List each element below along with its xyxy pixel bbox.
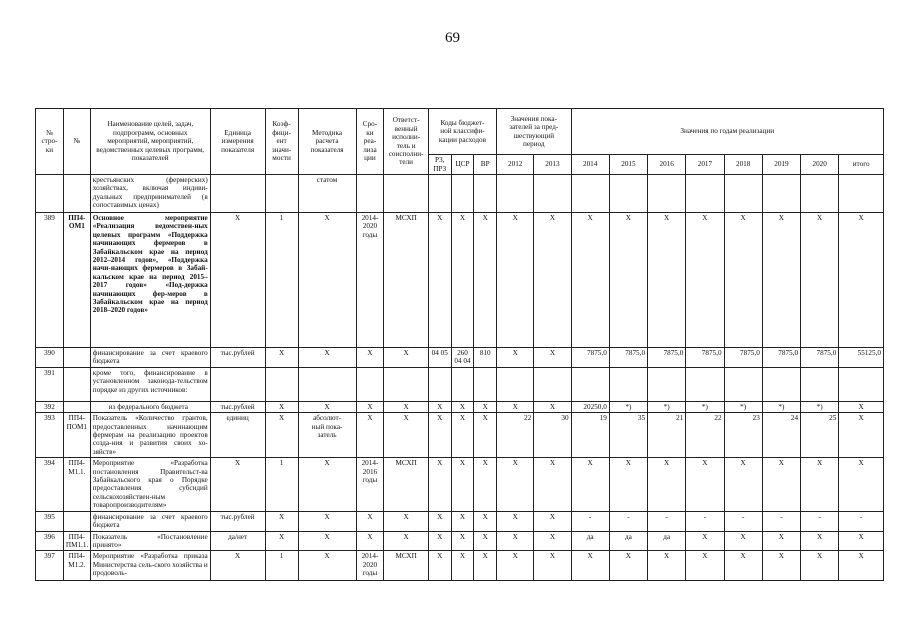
code-cell: ПП4-ОМ1 bbox=[63, 213, 90, 348]
vr-cell: X bbox=[474, 413, 497, 458]
year-value-cell: 23 bbox=[724, 413, 762, 458]
vr-cell: X bbox=[474, 213, 497, 348]
year-value-cell: X bbox=[609, 551, 647, 581]
year-value-cell: - bbox=[571, 511, 609, 531]
header-year: 2018 bbox=[724, 155, 762, 175]
csr-cell: X bbox=[451, 531, 474, 551]
method-cell: абсолют- ный пока- затель bbox=[298, 413, 356, 458]
row-number-cell: 391 bbox=[36, 367, 64, 401]
vr-cell bbox=[474, 367, 497, 401]
csr-cell: X bbox=[451, 401, 474, 412]
table-row bbox=[36, 551, 884, 581]
year-value-cell: *) bbox=[686, 401, 724, 412]
vr-cell: X bbox=[474, 458, 497, 511]
year-value-cell: X bbox=[534, 213, 571, 348]
year-value-cell: *) bbox=[801, 401, 839, 412]
rz-cell: X bbox=[428, 213, 451, 348]
period-cell: X bbox=[356, 413, 384, 458]
year-value-cell: 22 bbox=[497, 413, 534, 458]
year-value-cell: X bbox=[534, 551, 571, 581]
year-value-cell: X bbox=[686, 551, 724, 581]
header-number: № bbox=[63, 109, 90, 175]
row-number-cell: 397 bbox=[36, 551, 64, 581]
vr-cell: X bbox=[474, 511, 497, 531]
table-row bbox=[36, 401, 884, 412]
code-cell: ПП4- ПОМ1 bbox=[63, 413, 90, 458]
row-number-cell: 393 bbox=[36, 413, 64, 458]
vr-cell: 810 bbox=[474, 348, 497, 368]
period-cell bbox=[356, 367, 384, 401]
period-cell: X bbox=[356, 348, 384, 368]
responsible-cell: МСХП bbox=[384, 213, 428, 348]
total-value-cell: - bbox=[839, 511, 884, 531]
period-cell: 2014- 2020 годы bbox=[356, 551, 384, 581]
year-value-cell: X bbox=[609, 213, 647, 348]
method-cell: X bbox=[298, 531, 356, 551]
year-value-cell bbox=[571, 367, 609, 401]
year-value-cell: 35 bbox=[609, 413, 647, 458]
year-value-cell: X bbox=[648, 458, 686, 511]
year-value-cell: X bbox=[497, 551, 534, 581]
code-cell: ПП4- ПМ1.1. bbox=[63, 531, 90, 551]
year-value-cell bbox=[648, 175, 686, 213]
vr-cell: X bbox=[474, 551, 497, 581]
period-cell bbox=[356, 175, 384, 213]
year-value-cell: X bbox=[497, 348, 534, 368]
name-cell: финансирование за счет краевого бюджета bbox=[90, 348, 210, 368]
year-value-cell: X bbox=[724, 213, 762, 348]
year-value-cell: X bbox=[534, 458, 571, 511]
csr-cell: 260 04 04 bbox=[451, 348, 474, 368]
year-value-cell: X bbox=[571, 551, 609, 581]
responsible-cell: X bbox=[384, 348, 428, 368]
name-cell: кроме того, финансирование в установленном законода-тельством порядке из других источников: bbox=[90, 367, 210, 401]
year-value-cell: X bbox=[497, 401, 534, 412]
year-value-cell: 30 bbox=[534, 413, 571, 458]
header-year: 2012 bbox=[497, 155, 534, 175]
row-number-cell: 392 bbox=[36, 401, 64, 412]
unit-cell: тыс.рублей bbox=[210, 511, 265, 531]
year-value-cell: 20250,0 bbox=[571, 401, 609, 412]
year-value-cell: да bbox=[571, 531, 609, 551]
year-value-cell bbox=[609, 367, 647, 401]
csr-cell: X bbox=[451, 458, 474, 511]
year-value-cell: *) bbox=[609, 401, 647, 412]
unit-cell: X bbox=[210, 213, 265, 348]
header-year: 2014 bbox=[571, 155, 609, 175]
vr-cell bbox=[474, 175, 497, 213]
coefficient-cell: 1 bbox=[265, 551, 298, 581]
year-value-cell: *) bbox=[724, 401, 762, 412]
name-cell: финансирование за счет краевого бюджета bbox=[90, 511, 210, 531]
method-cell: статом bbox=[298, 175, 356, 213]
year-value-cell: X bbox=[724, 531, 762, 551]
vr-cell: X bbox=[474, 531, 497, 551]
name-cell: Мероприятие «Разработка постановления Правительст-ва Забайкальского края о Порядке предоставления субсидий сельскохозяйствен-ным товаропроизводителям» bbox=[90, 458, 210, 511]
csr-cell bbox=[451, 175, 474, 213]
table-row bbox=[36, 348, 884, 368]
coefficient-cell bbox=[265, 175, 298, 213]
table-row bbox=[36, 175, 884, 213]
year-value-cell: X bbox=[762, 551, 800, 581]
rz-cell: X bbox=[428, 458, 451, 511]
rz-cell: X bbox=[428, 413, 451, 458]
total-value-cell bbox=[839, 175, 884, 213]
csr-cell: X bbox=[451, 551, 474, 581]
year-value-cell bbox=[571, 175, 609, 213]
header-rz: РЗ, ПРЗ bbox=[428, 155, 451, 175]
year-value-cell: X bbox=[497, 213, 534, 348]
year-value-cell: 7875,0 bbox=[571, 348, 609, 368]
year-value-cell: 24 bbox=[762, 413, 800, 458]
year-value-cell: X bbox=[534, 401, 571, 412]
unit-cell: X bbox=[210, 458, 265, 511]
table-row bbox=[36, 367, 884, 401]
year-value-cell: 21 bbox=[648, 413, 686, 458]
year-value-cell bbox=[762, 175, 800, 213]
header-previous-values: Значения пока- зателей за пред- шествующий период bbox=[497, 109, 571, 155]
rz-cell bbox=[428, 175, 451, 213]
period-cell: 2014- 2016 годы bbox=[356, 458, 384, 511]
year-value-cell: 7875,0 bbox=[648, 348, 686, 368]
total-value-cell: 55125,0 bbox=[839, 348, 884, 368]
year-value-cell bbox=[762, 367, 800, 401]
year-value-cell: X bbox=[648, 213, 686, 348]
year-value-cell bbox=[497, 175, 534, 213]
header-csr: ЦСР bbox=[451, 155, 474, 175]
year-value-cell: X bbox=[686, 458, 724, 511]
total-value-cell: X bbox=[839, 413, 884, 458]
year-value-cell bbox=[801, 175, 839, 213]
total-value-cell: X bbox=[839, 551, 884, 581]
year-value-cell bbox=[534, 367, 571, 401]
header-vr: ВР bbox=[474, 155, 497, 175]
method-cell: X bbox=[298, 348, 356, 368]
header-year-values: Значения по годам реализации bbox=[571, 109, 883, 155]
year-value-cell: X bbox=[497, 458, 534, 511]
row-number-cell: 390 bbox=[36, 348, 64, 368]
year-value-cell: - bbox=[609, 511, 647, 531]
coefficient-cell: X bbox=[265, 531, 298, 551]
name-cell: Мероприятие «Разработка приказа Министерства сель-ского хозяйства и продоволь- bbox=[90, 551, 210, 581]
year-value-cell bbox=[686, 367, 724, 401]
name-cell: Основное мероприятие «Реализация ведомствен-ных целевых программ «Поддержка начинающих фермеров в Забайкальском крае на период 2012–2014 годов», «Поддержка начи-нающих фермеров в Забай-кальском крае на период 2015–2017 годов» «Под-держка начинающих фер-меров в Забайкальском крае на период 2018–2020 годов» bbox=[90, 213, 210, 348]
table-row bbox=[36, 531, 884, 551]
code-cell bbox=[63, 175, 90, 213]
year-value-cell: X bbox=[801, 531, 839, 551]
year-value-cell: 7875,0 bbox=[724, 348, 762, 368]
header-year: 2020 bbox=[801, 155, 839, 175]
rz-cell: 04 05 bbox=[428, 348, 451, 368]
name-cell: крестьянских (фермерских) хозяйствах, включая индиви-дуальных предпринимателей (в сопоставимых ценах) bbox=[90, 175, 210, 213]
year-value-cell: X bbox=[534, 348, 571, 368]
header-budget-codes: Коды бюджет- ной классифи- кации расходов bbox=[428, 109, 496, 155]
unit-cell bbox=[210, 367, 265, 401]
name-cell: Показатель «Количество грантов, предоставленных начинающим фермерам на реализацию проектов созда-ния и развития своих хо-зяйств» bbox=[90, 413, 210, 458]
code-cell bbox=[63, 511, 90, 531]
total-value-cell: X bbox=[839, 213, 884, 348]
unit-cell bbox=[210, 175, 265, 213]
year-value-cell: X bbox=[571, 213, 609, 348]
year-value-cell: X bbox=[534, 511, 571, 531]
year-value-cell bbox=[686, 175, 724, 213]
year-value-cell bbox=[648, 367, 686, 401]
year-value-cell: 7875,0 bbox=[801, 348, 839, 368]
method-cell: X bbox=[298, 458, 356, 511]
year-value-cell: - bbox=[801, 511, 839, 531]
period-cell: X bbox=[356, 511, 384, 531]
total-value-cell bbox=[839, 367, 884, 401]
row-number-cell bbox=[36, 175, 64, 213]
csr-cell bbox=[451, 367, 474, 401]
row-number-cell: 396 bbox=[36, 531, 64, 551]
header-name: Наименование целей, задач, подпрограмм, основных мероприятий, мероприятий, ведомственных целевых программ, показателей bbox=[90, 109, 210, 175]
unit-cell: единиц bbox=[210, 413, 265, 458]
year-value-cell: 22 bbox=[686, 413, 724, 458]
year-value-cell: - bbox=[762, 511, 800, 531]
table-row bbox=[36, 413, 884, 458]
unit-cell: да/нет bbox=[210, 531, 265, 551]
year-value-cell bbox=[534, 175, 571, 213]
coefficient-cell bbox=[265, 367, 298, 401]
row-number-cell: 395 bbox=[36, 511, 64, 531]
vr-cell: X bbox=[474, 401, 497, 412]
page-number: 69 bbox=[445, 30, 460, 46]
csr-cell: X bbox=[451, 413, 474, 458]
year-value-cell: X bbox=[724, 458, 762, 511]
coefficient-cell: X bbox=[265, 413, 298, 458]
rz-cell: X bbox=[428, 511, 451, 531]
year-value-cell: X bbox=[686, 213, 724, 348]
code-cell bbox=[63, 401, 90, 412]
indicators-table bbox=[35, 108, 884, 581]
rz-cell: X bbox=[428, 531, 451, 551]
total-value-cell: X bbox=[839, 531, 884, 551]
year-value-cell: 7875,0 bbox=[686, 348, 724, 368]
csr-cell: X bbox=[451, 511, 474, 531]
unit-cell: тыс.рублей bbox=[210, 401, 265, 412]
coefficient-cell: 1 bbox=[265, 458, 298, 511]
header-responsible: Ответст- венный исполни- тель и соисполни- тели bbox=[384, 109, 428, 175]
method-cell bbox=[298, 367, 356, 401]
year-value-cell bbox=[801, 367, 839, 401]
coefficient-cell: X bbox=[265, 348, 298, 368]
year-value-cell: X bbox=[534, 531, 571, 551]
year-value-cell: - bbox=[648, 511, 686, 531]
year-value-cell: X bbox=[762, 213, 800, 348]
row-number-cell: 389 bbox=[36, 213, 64, 348]
year-value-cell: 25 bbox=[801, 413, 839, 458]
name-cell: Показатель «Постановление принято» bbox=[90, 531, 210, 551]
year-value-cell: - bbox=[686, 511, 724, 531]
header-year: 2019 bbox=[762, 155, 800, 175]
year-value-cell: да bbox=[648, 531, 686, 551]
method-cell: X bbox=[298, 401, 356, 412]
header-total: итого bbox=[839, 155, 884, 175]
year-value-cell bbox=[609, 175, 647, 213]
year-value-cell: - bbox=[724, 511, 762, 531]
responsible-cell: МСХП bbox=[384, 551, 428, 581]
year-value-cell: X bbox=[801, 551, 839, 581]
year-value-cell: X bbox=[762, 531, 800, 551]
header-year: 2016 bbox=[648, 155, 686, 175]
rz-cell: X bbox=[428, 551, 451, 581]
year-value-cell: X bbox=[686, 531, 724, 551]
total-value-cell: X bbox=[839, 401, 884, 412]
header-unit: Единица измерения показателя bbox=[210, 109, 265, 175]
name-cell: из федерального бюджета bbox=[90, 401, 210, 412]
year-value-cell bbox=[724, 175, 762, 213]
responsible-cell bbox=[384, 175, 428, 213]
header-row-number: № стро- ки bbox=[36, 109, 64, 175]
year-value-cell: X bbox=[801, 458, 839, 511]
year-value-cell: X bbox=[571, 458, 609, 511]
header-method: Методика расчета показателя bbox=[298, 109, 356, 175]
code-cell: ПП4- М1.1. bbox=[63, 458, 90, 511]
responsible-cell: X bbox=[384, 531, 428, 551]
csr-cell: X bbox=[451, 213, 474, 348]
header-year: 2013 bbox=[534, 155, 571, 175]
year-value-cell: *) bbox=[762, 401, 800, 412]
year-value-cell bbox=[497, 367, 534, 401]
rz-cell bbox=[428, 367, 451, 401]
method-cell: X bbox=[298, 511, 356, 531]
year-value-cell bbox=[724, 367, 762, 401]
unit-cell: тыс.рублей bbox=[210, 348, 265, 368]
total-value-cell: X bbox=[839, 458, 884, 511]
year-value-cell: X bbox=[648, 551, 686, 581]
responsible-cell: X bbox=[384, 401, 428, 412]
responsible-cell: X bbox=[384, 413, 428, 458]
method-cell: X bbox=[298, 213, 356, 348]
row-number-cell: 394 bbox=[36, 458, 64, 511]
coefficient-cell: 1 bbox=[265, 213, 298, 348]
year-value-cell: 7875,0 bbox=[609, 348, 647, 368]
year-value-cell: X bbox=[724, 551, 762, 581]
table-row bbox=[36, 458, 884, 511]
year-value-cell: да bbox=[609, 531, 647, 551]
method-cell: X bbox=[298, 551, 356, 581]
header-period: Сро- ки реа- лиза ции bbox=[356, 109, 384, 175]
header-year: 2015 bbox=[609, 155, 647, 175]
table-row bbox=[36, 511, 884, 531]
header-year: 2017 bbox=[686, 155, 724, 175]
year-value-cell: X bbox=[762, 458, 800, 511]
coefficient-cell: X bbox=[265, 511, 298, 531]
rz-cell: X bbox=[428, 401, 451, 412]
coefficient-cell: X bbox=[265, 401, 298, 412]
table-body bbox=[36, 175, 884, 581]
period-cell: X bbox=[356, 531, 384, 551]
year-value-cell: X bbox=[497, 511, 534, 531]
unit-cell: X bbox=[210, 551, 265, 581]
year-value-cell: 7875,0 bbox=[762, 348, 800, 368]
year-value-cell: X bbox=[609, 458, 647, 511]
responsible-cell: МСХП bbox=[384, 458, 428, 511]
table-row bbox=[36, 213, 884, 348]
year-value-cell: 19 bbox=[571, 413, 609, 458]
responsible-cell: X bbox=[384, 511, 428, 531]
responsible-cell bbox=[384, 367, 428, 401]
year-value-cell: X bbox=[497, 531, 534, 551]
period-cell: X bbox=[356, 401, 384, 412]
code-cell: ПП4- М1.2. bbox=[63, 551, 90, 581]
period-cell: 2014- 2020 годы bbox=[356, 213, 384, 348]
year-value-cell: X bbox=[801, 213, 839, 348]
code-cell bbox=[63, 367, 90, 401]
header-coefficient: Коэф- фици- ент значи- мости bbox=[265, 109, 298, 175]
code-cell bbox=[63, 348, 90, 368]
year-value-cell: *) bbox=[648, 401, 686, 412]
